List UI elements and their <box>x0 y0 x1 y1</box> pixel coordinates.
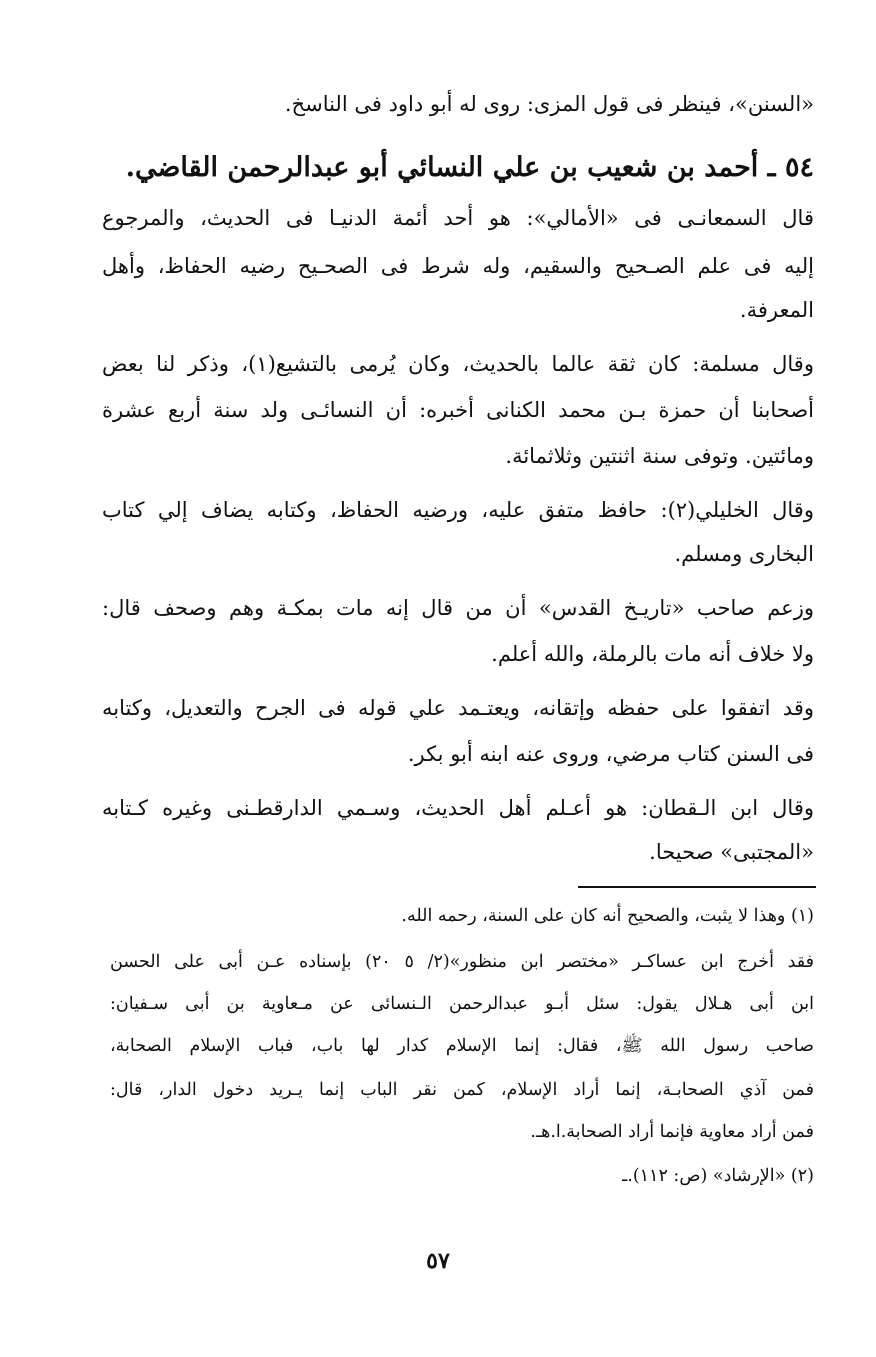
paragraph-2-line-3: ومائتين. وتوفى سنة اثنتين وثلاثمائة. <box>505 444 814 468</box>
footnote-1-line-1: (١) وهذا لا يثبت، والصحيح أنه كان على السنة، رحمه الله. <box>401 906 814 926</box>
footnote-2-line-1: (٢) «الإرشاد» (ص: ١١٢).ـ <box>622 1166 814 1186</box>
paragraph-4-line-1: وزعم صاحب «تاريـخ القدس» أن من قال إنه مات بمكـة وهم وصحف قال: <box>102 596 814 620</box>
paragraph-2-line-2: أصحابنا أن حمزة بـن محمد الكنانى أخبره: أن النسائـى ولد سنة أربع عشرة <box>102 398 814 422</box>
paragraph-5-line-1: وقد اتفقوا على حفظه وإتقانه، ويعتـمد علي قوله فى الجرح والتعديل، وكتابه <box>102 696 814 720</box>
paragraph-6-line-2: «المجتبى» صحيحا. <box>649 840 814 864</box>
footnote-1-line-5: فمن آذي الصحابـة، إنما أراد الإسلام، كمن نقر الباب إنما يـريد دخول الدار، قال: <box>110 1080 814 1100</box>
paragraph-3-line-2: البخارى ومسلم. <box>674 542 814 566</box>
entry-heading: ٥٤ ـ أحمد بن شعيب بن علي النسائي أبو عبدالرحمن القاضي. <box>125 152 814 183</box>
paragraph-1-line-3: المعرفة. <box>739 298 814 322</box>
footnote-1-line-6: فمن أراد معاوية فإنما أراد الصحابة.ا.هـ. <box>530 1122 814 1142</box>
footnote-1-line-3: ابن أبى هـلال يقول: سئل أبـو عبدالرحمن الـنسائى عن مـعاوية بن أبى سـفيان: <box>110 994 814 1014</box>
footnote-separator <box>578 886 816 888</box>
paragraph-5-line-2: فى السنن كتاب مرضي، وروى عنه ابنه أبو بكر. <box>407 742 814 766</box>
top-line: «السنن»، فينظر فى قول المزى: روى له أبو داود فى الناسخ. <box>284 92 814 116</box>
paragraph-3-line-1: وقال الخليلي(٢): حافظ متفق عليه، ورضيه الحفاظ، وكتابه يضاف إلي كتاب <box>102 498 814 522</box>
paragraph-2-line-1: وقال مسلمة: كان ثقة عالما بالحديث، وكان يُرمى بالتشيع(١)، وذكر لنا بعض <box>102 352 814 376</box>
paragraph-6-line-1: وقال ابن الـقطان: هو أعـلم أهل الحديث، وسـمي الدارقطـنى وغيره كـتابه <box>102 796 814 820</box>
page-number: ٥٧ <box>426 1248 450 1274</box>
paragraph-1-line-1: قال السمعانـى فى «الأمالي»: هو أحد أئمة الدنيـا فى الحديث، والمرجوع <box>102 206 814 230</box>
paragraph-1-line-2: إليه فى علم الصـحيح والسقيم، وله شرط فى الصحـيح رضيه الحفاظ، وأهل <box>102 254 814 278</box>
footnote-1-line-4: صاحب رسول الله ﷺ، فقال: إنما الإسلام كدار لها باب، فباب الإسلام الصحابة، <box>110 1036 814 1056</box>
footnote-1-line-2: فقد أخرج ابن عساكـر «مختصر ابن منظور»(٢/ ٥ ٢٠) بإسناده عـن أبى على الحسن <box>110 952 814 972</box>
paragraph-4-line-2: ولا خلاف أنه مات بالرملة، والله أعلم. <box>491 642 814 666</box>
